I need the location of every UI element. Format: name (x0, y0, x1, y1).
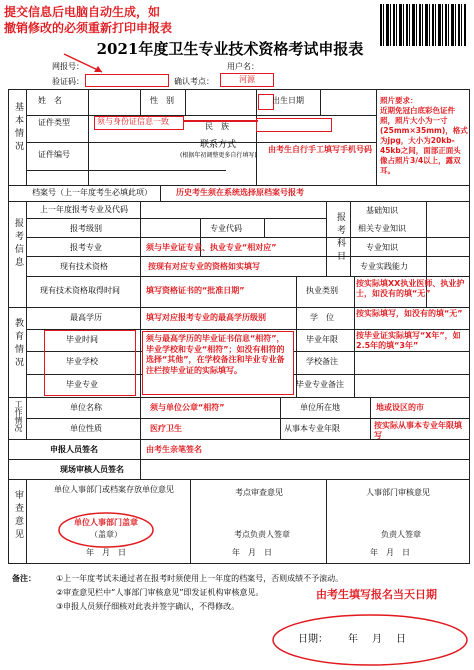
unit-type-value: 医疗卫生 (150, 424, 182, 433)
name-label: 姓 名 (38, 96, 62, 105)
edu-note: 须与最高学历的毕业证书信息“相符”，毕业学校和专业“相符”；如没有相符的选择“其他”，在学校备注和毕业专业备注栏按毕业证的实际填写。 (142, 331, 294, 395)
related-knowledge-label: 相关专业知识 (358, 224, 406, 233)
review-col1-seal: （盖章） (90, 530, 122, 539)
education-section-label: 教育情况 (13, 318, 23, 370)
contact-label: 联系方式 (200, 140, 237, 150)
remarks-label: 备注： (12, 574, 36, 583)
ethnicity-field[interactable] (256, 118, 332, 132)
top-notice-line1: 提交信息后电脑自动生成，如 (4, 5, 161, 19)
id-type-note: 须与身份证信息一致 (94, 116, 184, 130)
employer-label: 单位名称 (70, 403, 102, 412)
birth-label: 出生日期 (272, 96, 304, 105)
region-label: 单位所在地 (300, 403, 340, 412)
cert-date-note: 填写资格证书的“批准日期” (146, 286, 245, 295)
grad-time-label: 毕业时间 (66, 335, 98, 344)
prev-major-label: 上一年度报考专业及代码 (40, 205, 128, 214)
contact-note: 由考生自行手工填写手机号码 (268, 145, 372, 154)
top-notice-line2: 撤销修改的必须重新打印申报表 (4, 21, 173, 35)
id-no-label: 证件编号 (38, 150, 70, 159)
review-col2-sign: 考点负责人签章 (234, 530, 290, 539)
arrow-icon (58, 50, 118, 78)
employer-note: 须与单位公章“相符” (150, 403, 225, 412)
review-col3-date: 年 月 日 (370, 548, 410, 557)
grad-years-note: 按毕业证实际填写“X年”，如2.5年的填“3年” (356, 331, 461, 350)
degree-note: 按实际填写，如没有的填“无” (356, 309, 463, 318)
major-code-label: 专业代码 (210, 224, 242, 233)
archive-note: 历史考生须在系统选择原档案号报考 (176, 188, 304, 197)
gender-label: 性 别 (150, 96, 174, 105)
date-value[interactable]: 年 月 日 (348, 634, 408, 645)
subject-section-label: 报考科目 (335, 212, 345, 264)
verify-code-label: 验证码： (52, 77, 84, 86)
highest-edu-note: 填写对应报考专业的最高学历级别 (146, 313, 266, 322)
form-title: 2021年度卫生专业技术资格考试申报表 (96, 40, 364, 58)
onsite-sign-label: 现场审核人员签名 (60, 465, 124, 474)
basic-knowledge-label: 基础知识 (366, 206, 398, 215)
degree-label: 学 位 (310, 313, 334, 322)
photo-requirements: 照片要求： 近期免冠白底彩色证件照，照片大小为一寸(25mm×35mm)，格式为jpg，大小为20kb-45kb之间，面部正面头像占照片3/4以上，露双耳。 (380, 96, 468, 175)
review-col2-title: 考点审查意见 (235, 488, 283, 497)
user-name-label: 用户名： (227, 62, 259, 71)
review-col3-sign: 负责人签章 (381, 530, 421, 539)
practice-scope-label: 执业类别 (306, 286, 338, 295)
top-notice (4, 4, 172, 36)
work-section-label: 工作情况 (14, 400, 23, 432)
exam-section-label: 报考信息 (13, 218, 23, 270)
id-type-label: 证件类型 (38, 118, 70, 127)
remark-line-2: ②审查意见栏中“人事部门审核意见”即发证机构审核意见。 (56, 588, 264, 597)
date-label: 日期： (298, 634, 328, 645)
practice-ability-label: 专业实践能力 (360, 262, 408, 271)
review-col1-date: 年 月 日 (86, 548, 126, 557)
archive-label: 档案号（上一年度考生必填此项） (32, 188, 152, 197)
grad-years-label: 毕业年限 (306, 335, 338, 344)
school-remark-label: 学校备注 (306, 357, 338, 366)
school-label: 毕业学校 (66, 357, 98, 366)
network-no-label: 网报号： (52, 62, 84, 71)
level-label: 报考级别 (70, 224, 102, 233)
basic-section-label: 基本情况 (13, 102, 23, 154)
applicant-sign-note: 由考生亲笔签名 (146, 445, 202, 454)
date-note: 由考生填写报名当天日期 (316, 588, 437, 601)
applicant-sign-label: 申报人员签名 (50, 445, 98, 454)
review-col1-title: 单位人事部门或档案存放单位意见 (54, 485, 174, 494)
major-remark-label: 毕业专业备注 (296, 380, 344, 389)
grad-major-label: 毕业专业 (66, 380, 98, 389)
ethnicity-label: 民 族 (205, 122, 229, 131)
practice-scope-note: 按实际填XX执业医师、执业护士，如没有的填“无” (356, 279, 465, 298)
review-section-label: 审查意见 (13, 490, 23, 542)
cert-date-label: 现有技术资格取得时间 (40, 286, 120, 295)
confirm-site-label: 确认考点： (174, 77, 214, 86)
contact-sub-label: (根据年初调整更多自行填写) (180, 152, 257, 159)
work-years-note: 按实际从事本专业年限填写 (374, 421, 462, 440)
confirm-site-value: 河源 (220, 73, 274, 87)
region-note: 地或设区的市 (376, 403, 424, 412)
unit-type-label: 单位性质 (70, 424, 102, 433)
highest-edu-label: 最高学历 (70, 313, 102, 322)
review-col3-title: 人事部门审核意见 (366, 488, 430, 497)
remark-line-3: ③申报人员须仔细核对此表并签字确认，不得修改。 (56, 602, 240, 611)
work-years-label: 从事本专业年限 (284, 424, 340, 433)
professional-knowledge-label: 专业知识 (366, 243, 398, 252)
review-col1-stamp: 单位人事部门盖章 (74, 518, 138, 527)
major-label: 报考专业 (70, 243, 102, 252)
remark-line-1: ①上一年度考试未通过者在报考时须使用上一年度的档案号，否则成绩不予滚动。 (56, 574, 344, 583)
current-title-note: 按现有对应专业的资格如实填写 (148, 262, 260, 271)
review-col2-date: 年 月 日 (232, 548, 272, 557)
major-note: 须与毕业证专业、执业专业“相对应” (146, 243, 277, 252)
current-title-label: 现有技术资格 (60, 262, 108, 271)
